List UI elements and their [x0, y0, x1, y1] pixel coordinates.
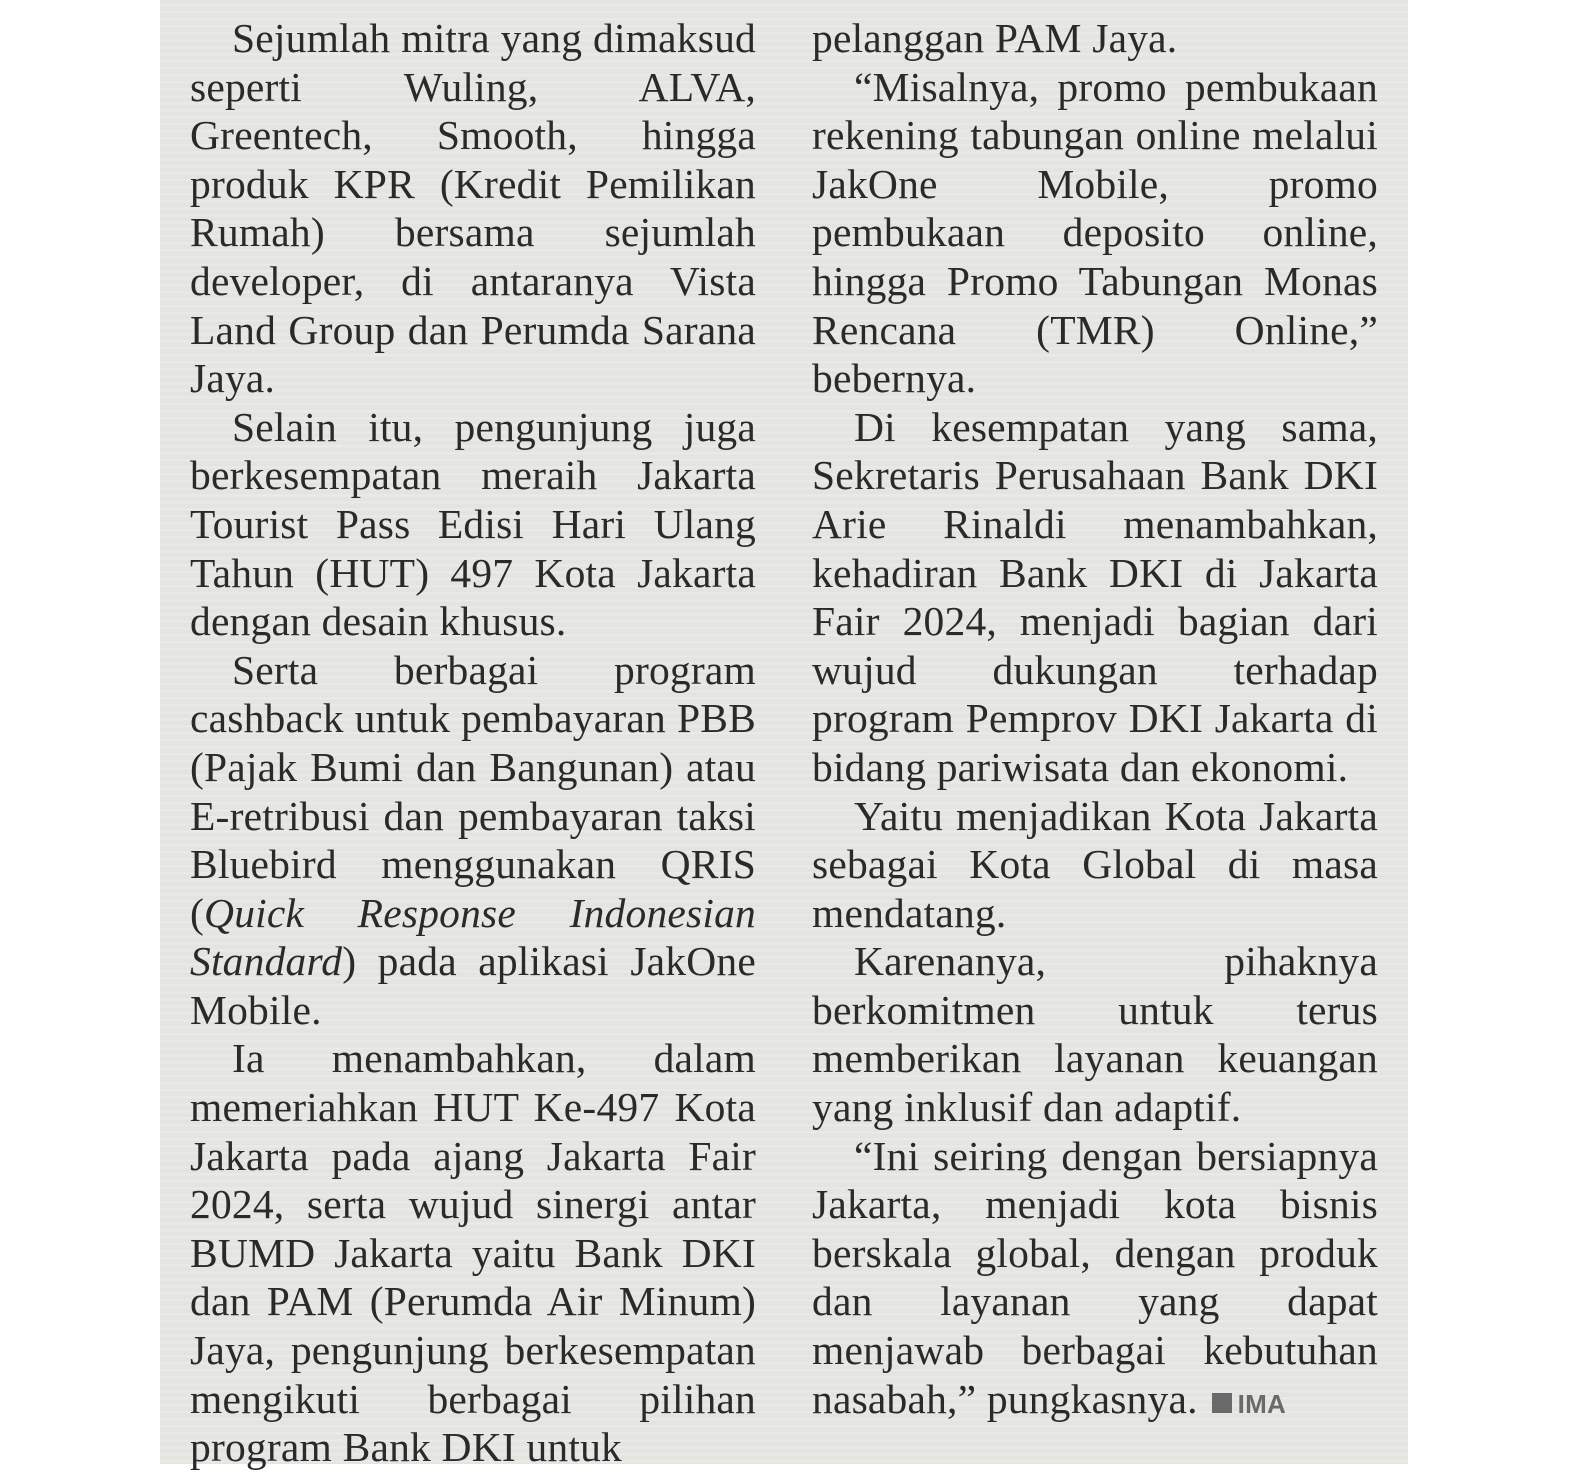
cashback-text-start: Serta berbagai program cashback untuk pembayaran PBB (Pajak Bumi dan Bangunan) atau E-retribusi dan pembayaran taksi Bluebird menggunakan QRIS (	[190, 646, 756, 936]
paragraph-hut-synergy: Ia menambahkan, dalam memeriahkan HUT Ke-497 Kota Jakarta pada ajang Jakarta Fair 2024, serta wujud sinergi antar BUMD Jakarta yaitu Bank DKI dan PAM (Perumda Air Minum) Jaya, pengunjung berkesempatan mengikuti berbagai pilihan program Bank DKI untuk	[190, 1035, 756, 1471]
article-column-left	[190, 14, 756, 1472]
paragraph-promo-quote: “Misalnya, promo pembukaan rekening tabungan online melalui JakOne Mobile, promo pembukaan deposito online, hingga Promo Tabungan Monas Rencana (TMR) Online,” bebernya.	[812, 63, 1378, 402]
paragraph-cashback	[190, 646, 756, 1035]
paragraph-global-city: Yaitu menjadikan Kota Jakarta sebagai Kota Global di masa mendatang.	[812, 792, 1378, 936]
paragraph-tourist-pass: Selain itu, pengunjung juga berkesempatan meraih Jakarta Tourist Pass Edisi Hari Ulang Tahun (HUT) 497 Kota Jakarta dengan desain khusus.	[190, 403, 756, 645]
end-mark-icon	[1212, 1393, 1232, 1413]
closing-quote-text: “Ini seiring dengan bersiapnya Jakarta, menjadi kota bisnis berskala global, dengan produk dan layanan yang dapat menjawab berbagai kebutuhan nasabah,” pungkasnya.	[812, 1132, 1378, 1422]
paragraph-continuation: pelanggan PAM Jaya.	[812, 15, 1178, 61]
paragraph-commitment: Karenanya, pihaknya berkomitmen untuk terus memberikan layanan keuangan yang inklusif dan adaptif.	[812, 938, 1378, 1131]
cashback-text-end: ) pada aplikasi JakOne Mobile.	[190, 938, 756, 1033]
qris-expansion: Quick Response Indonesian Standard	[190, 889, 756, 985]
paragraph-secretary: Di kesempatan yang sama, Sekretaris Perusahaan Bank DKI Arie Rinaldi menambahkan, kehadiran Bank DKI di Jakarta Fair 2024, menjadi bagian dari wujud dukungan terhadap program Pemprov DKI Jakarta di bidang pariwisata dan ekonomi.	[812, 403, 1378, 790]
paragraph-partners: Sejumlah mitra yang dimaksud seperti Wuling, ALVA, Greentech, Smooth, hingga produk KPR (Kredit Pemilikan Rumah) bersama sejumlah developer, di antaranya Vista Land Group dan Perumda Sarana Jaya.	[190, 15, 756, 402]
newspaper-clipping	[160, 0, 1408, 1471]
paragraph-closing-quote	[812, 1132, 1378, 1429]
author-byline: IMA	[1237, 1388, 1286, 1419]
article-column-right	[812, 14, 1378, 1428]
